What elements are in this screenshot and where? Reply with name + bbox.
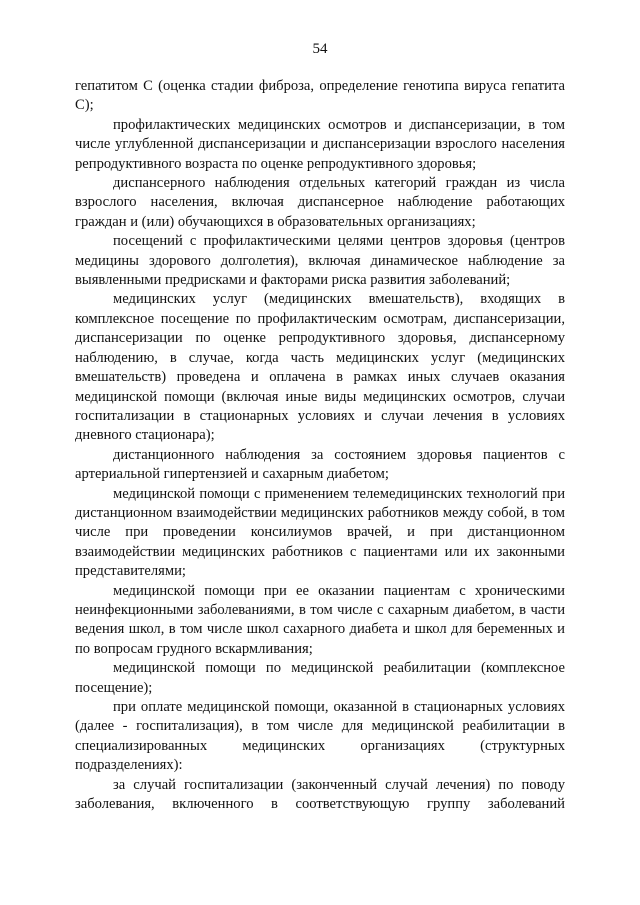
paragraph-telemedicine: медицинской помощи с применением телемедицинских технологий при дистанционном взаимодействии медицинских работников между собой, в том числе при проведении консилиумов врачей, и при дистанционном взаимодействии медицинских работников с пациентами или их законными представителями;	[75, 485, 565, 580]
paragraph-remote-monitoring: дистанционного наблюдения за состоянием здоровья пациентов с артериальной гипертензией и сахарным диабетом;	[75, 446, 565, 483]
paragraph-dispensary-observation: диспансерного наблюдения отдельных категорий граждан из числа взрослого населения, включая диспансерное наблюдение работающих граждан и (или) обучающихся в образовательных организациях;	[75, 175, 565, 230]
paragraph-hospitalization-case: за случай госпитализации (законченный случай лечения) по поводу заболевания, включенного в соответствующую группу заболеваний	[75, 776, 565, 813]
paragraph-chronic-diseases-schools: медицинской помощи при ее оказании пациентам с хроническими неинфекционными заболеваниями, в том числе с сахарным диабетом, в части ведения школ, в том числе школ сахарного диабета и школ для беременных и по вопросам грудного вскармливания;	[75, 582, 565, 657]
paragraph-health-centers: посещений с профилактическими целями центров здоровья (центров медицины здорового долголетия), включая динамическое наблюдение за выявленными предрисками и факторами риска развития заболеваний;	[75, 233, 565, 289]
paragraph-inpatient-payment: при оплате медицинской помощи, оказанной в стационарных условиях (далее - госпитализация), в том числе для медицинской реабилитации в специализированных медицинских организациях (структурных подразделениях):	[75, 699, 565, 774]
page-number: 54	[312, 41, 328, 57]
paragraph-rehabilitation: медицинской помощи по медицинской реабилитации (комплексное посещение);	[75, 660, 565, 696]
body-text	[75, 77, 565, 814]
paragraph-medical-services: медицинских услуг (медицинских вмешательств), входящих в комплексное посещение по профилактическим осмотрам, диспансеризации, диспансеризации по оценке репродуктивного здоровья, диспансерному наблюдению, в случае, когда часть медицинских услуг (медицинских вмешательств) проведена и оплачена в рамках иных случаев оказания медицинской помощи (включая иные виды медицинских осмотров, случаи госпитализации в стационарных условиях и случаи лечения в условиях дневного стационара);	[75, 291, 565, 444]
paragraph-preventive-exams: профилактических медицинских осмотров и диспансеризации, в том числе углубленной диспансеризации и диспансеризации взрослого населения репродуктивного возраста по оценке репродуктивного здоровья;	[75, 116, 565, 172]
paragraph-hepatitis-continuation: гепатитом С (оценка стадии фиброза, определение генотипа вируса гепатита С);	[75, 78, 565, 114]
